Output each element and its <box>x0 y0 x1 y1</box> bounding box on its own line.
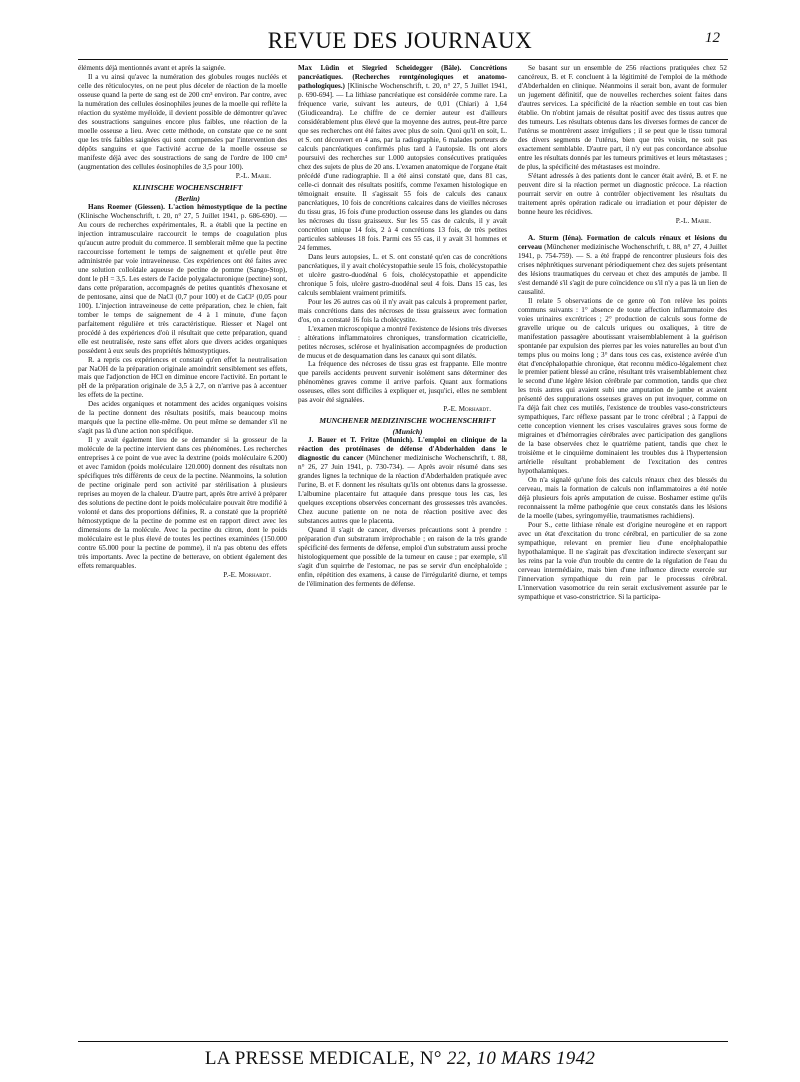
paragraph: Il y avait également lieu de se demander si la grosseur de la molécule de la pectine intervient dans ces phénomènes. Les recherches entreprises à ce point de vue avec la dextrine (poids moléculaire 6.200) et avec l'amidon (poids moléculaire 120.000) donnent des résultats non spécifiques très différents de ceux de la pectine. Néanmoins, la solution de pectine originale perd son activité par stérilisation à plusieurs reprises au moyen de la chaleur. D'autre part, après être arrivé à préparer des solutions de pectine dont le poids moléculaire pouvait être modifié à volonté et dans des proportions définies, R. a constaté que la propriété hémostyptique de la pectine de pomme est en rapport direct avec les dimensions de la molécule. Avec la pectine du citron, dont le poids moléculaire est le plus élevé de toutes les pectines examinées (150.000 contre 65.000 pour la pectine de pomme), il n'a pas obtenu des effets très importants. Avec la pectine de betterave, on obtient également des effets remarquables. <box>78 436 287 571</box>
paragraph: Dans leurs autopsies, L. et S. ont constaté qu'en cas de concrétions pancréatiques, il y avait cholécystopathie seule 15 fois, cholécystopathie et ulcère gastro-duodénal 6 fois, cholécystopathie et appendicite chronique 5 fois, ulcère gastro-duodénal seul 4 fois. Dans 15 cas, les calculs semblaient vraiment primitifs. <box>298 252 507 297</box>
author-signature: P.-L. Marie. <box>235 171 271 180</box>
author-signature: P.-L. Marie. <box>675 216 711 225</box>
page-header <box>0 0 800 58</box>
entry-heading: A. Sturm (Iéna). Formation de calculs rénaux et lésions du cerveau <box>518 233 727 251</box>
paragraph: Pour S., cette lithiase rénale est d'origine neurogène et en rapport avec un état d'excitation du tronc cérébral, en particulier de sa zone sympathique, relevant en premier lieu d'une encéphalopathie hypothalamique. Il ne s'agirait pas d'excitation indirecte s'exerçant sur les reins par la voie d'un trouble du centre de la régulation de l'eau du cerveau intermédiaire, mais bien d'une influence directe exercée sur l'innervation sympathique du rein par le processus cérébral. L'innervation vasomotrice du rein serait exclusivement assurée par le sympathique et vaso-constrictrice. Si la participa- <box>518 521 727 602</box>
paragraph: éléments déjà mentionnés avant et après la saignée. <box>78 64 226 72</box>
footer-issue: 22, 10 MARS 1942 <box>446 1048 596 1069</box>
paragraph: Il relate 5 observations de ce genre où l'on relève les points communs suivants : 1° absence de toute affection inflammatoire des voies urinaires excrétrices ; 2° production de calculs sous forme de gravelle urique ou de calculs uriques ou oxaliques, à titre de manifestation passagère aboutissant vraisemblablement à la guérison spontanée par expulsion des pierres par les voies naturelles au bout d'un temps plus ou moins long ; 3° dans tous ces cas, existence avérée d'un état d'encéphalopathie chronique, état reconnu médico-légalement chez le premier patient blessé au crâne, résultant très vraisemblablement chez le second d'une légère lésion cérébrale par commotion, tandis que chez les trois autres qui avaient subi une amputation de jambe et avaient présenté des suppurations osseuses graves on put invoquer, comme on l'a déjà fait chez ces mutilés, l'existence de troubles vaso-constricteurs sympathiques, l'arc réflexe passant par le tronc cérébral ; à l'appui de cette conception viennent les crises vasculaires graves sous forme de migraines et d'hémorragies cérébrales avec participation des ganglions de la base observées chez le quatrième patient, tandis que chez le troisième et le cinquième dominaient les troubles dus à l'hypertension artérielle résultant probablement de l'excitation des centres hypothalamiques. <box>518 296 727 476</box>
review-entry <box>298 436 507 526</box>
column-3 <box>518 64 727 1039</box>
paragraph: Des acides organiques et notamment des acides organiques voisins de la pectine donnent des résultats positifs, mais beaucoup moins marqués que la pectine elle-même. On peut même se demander s'il ne s'agit pas là d'une action non spécifique. <box>78 400 287 436</box>
entry-body: (Klinische Wochenschrift, t. 20, n° 27, 5 Juillet 1941, p. 686-690). — Au cours de recherches expérimentales, R. a établi que la pectine en injection intramusculaire raccourcit le temps de coagulation plus qu'aucun autre produit du commerce. Il semblerait même que la pectine raccourcisse fortement le temps de saignement et qu'elle peut être administrée par voie intraveineuse. Ces expériences ont été faites avec une solution colloïdale aqueuse de pectine de pomme (Sango-Stop), dont le pH = 3,5. Les esters de l'acide polygalacturonique (pectine) sont, dans cette préparation, accompagnés de petites quantités d'hexosane et de pentosane, ainsi que de NaCl (0,7 pour 100) et de CaCl² (0,05 pour 100). L'injection intraveineuse de cette préparation, chez le chien, fait tomber le temps de saignement de 4 à 1 minute, d'une façon parfaitement régulière et très caractéristique. Riesser et Nagel ont procédé à des expériences d'où il résultait que cette préparation, quand elle est neutralisée, reste sans effet alors que divers acides organiques possèdent à eux seuls des propriétés hémostyptiques. <box>78 211 287 355</box>
article-columns <box>78 64 728 1039</box>
entry-body: (Münchener medizinische Wochenschrift, t. 88, n° 27, 4 Juillet 1941, p. 754-759). — S. a été frappé de rencontrer plusieurs fois des crises néphrétiques survenant périodiquement chez des sujets présentant des lésions traumatiques du cerveau et chez des amputés de jambe. Il s'est demandé s'il s'agit de pure coïncidence ou s'il n'y a pas là un lien de causalité. <box>518 242 727 296</box>
footer-rule <box>78 1041 728 1042</box>
entry-heading: J. Bauer et T. Fritze (Munich). L'emploi en clinique de la réaction des protéinases de défense d'Abderhalden dans le diagnostic du cancer <box>298 436 507 463</box>
author-signature: P.-E. Morhardt. <box>223 571 271 580</box>
column-2 <box>298 64 507 1039</box>
page-number: 12 <box>705 30 720 46</box>
paragraph: R. a repris ces expériences et constaté qu'en effet la neutralisation par NaOH de la préparation originale amoindrit sensiblement ses effets, mais que l'adjonction de HCl en diminue encore l'activité. En portant le pH de la préparation originale de 3,5 à 2,7, on n'arrive pas à accentuer les effets de la pectine. <box>78 355 287 400</box>
section-title: KLINISCHE WOCHENSCHRIFT <box>132 182 243 192</box>
entry-body: (Münchener medizinische Wochenschrift, t. 88, n° 26, 27 Juin 1941, p. 730-734). — Après avoir résumé dans ses grandes lignes la technique de la réaction d'Abderhalden pratiquée avec l'urine, B. et F. donnent les résultats qu'ils ont obtenus dans la grossesse. L'albumine placentaire fut attaquée dans presque tous les cas, les quelques exceptions observées concernant des grossesses très avancées. Chez aucune patiente on ne nota de réaction positive avec des substances autres que le placenta. <box>298 454 507 526</box>
paragraph: L'examen microscopique a montré l'existence de lésions très diverses : altérations inflammatoires chroniques, transformation cicatricielle, petites nécroses, sclérose et hyalinisation accompagnées de production de mucus et de desquamation dans les canaux qui sont dilatés. <box>298 324 507 360</box>
entry-body: [Klinische Wochenschrift, t. 20, n° 27, 5 Juillet 1941, p. 690-694]. — La lithiase pancréatique est considérée comme rare. La fréquence varie, suivant les auteurs, de 0,01 (Chiari) à 1,64 (Giudiceandra). Le chiffre de ce dernier auteur est d'ailleurs considérablement plus élevé que la moyenne des autres, peut-être parce que ses recherches ont été faites avec plus de soin. Quoi qu'il en soit, L. et S. ont découvert en 4 ans, par la radiographie, 6 malades porteurs de calculs pancréatiques confirmés plus tard à l'autopsie. Ils ont alors poursuivi des recherches sur 1.000 autopsies consécutives pratiquées chez des sujets de plus de 20 ans. L'examen anatomique de l'organe était précédé d'une radiographie. Il a été ainsi constaté que, dans 81 cas, celle-ci donnait des résultats positifs, comme l'examen histologique en témoignait ensuite. Il s'agissait 55 fois de calculs des canaux pancréatiques, 10 fois de concrétions calcaires dans de vieilles nécroses du tissu gras, 16 fois d'une production osseuse dans les glandes ou dans les nécroses du tissu graisseux. Sur les 55 cas de calculs, il y avait concrétion unique 14 fois, 2 à 4 concrétions 13 fois, de très petites particules sableuses 18 fois. Parmi ces 55 cas, il y avait 31 hommes et 24 femmes. <box>298 81 507 252</box>
review-entry <box>298 64 507 253</box>
paragraph: S'étant adressés à des patients dont le cancer était avéré, B. et F. ne peuvent dire si la réaction permet un diagnostic précoce. La réaction pourrait servir en outre à contrôler objectivement les résultats du traitement après opération radicale ou irradiation et pour dépister de bonne heure les récidives. <box>518 171 727 216</box>
paragraph: Quand il s'agit de cancer, diverses précautions sont à prendre : préparation d'un substratum irréprochable ; en raison de la très grande spécificité des ferments de défense, emploi d'un substratum aussi proche histologiquement que possible de la tumeur en cause ; par exemple, s'il s'agit d'un squirrhe de l'estomac, ne pas se servir d'un encéphaloïde ; enfin, répétition des examens, à cause de l'irrégularité diurne, et temps de l'élimination des ferments de défense. <box>298 526 507 589</box>
page-footer <box>0 1048 800 1070</box>
author-signature: P.-E. Morhardt. <box>443 405 491 414</box>
paragraph: On n'a signalé qu'une fois des calculs rénaux chez des blessés du cerveau, mais la formation de calculs non inflammatoires a été notée déjà plusieurs fois après amputation de cuisse. Boshamer estime qu'ils reconnaissent la même pathogénie que ceux constatés dans les lésions de la moelle (tabes, syringomyélie, traumatismes rachidiens). <box>518 476 727 521</box>
entry-heading: Hans Roemer (Giessen). L'action hémostyptique de la pectine <box>88 202 287 211</box>
section-city: (Munich) <box>392 427 423 437</box>
section-title: MUNCHENER MEDIZINISCHE WOCHENSCHRIFT <box>319 416 496 426</box>
paragraph: La fréquence des nécroses de tissu gras est frappante. Elle montre que pareils accidents peuvent survenir isolément sans déterminer des phénomènes graves comme il arrive parfois. Quant aux formations osseuses, elles sont difficiles à expliquer et, jusqu'ici, elles ne semblent pas avoir été signalées. <box>298 360 507 405</box>
column-1 <box>78 64 287 1039</box>
header-rule <box>78 59 728 60</box>
footer-journal: LA PRESSE MEDICALE, N° <box>204 1048 442 1069</box>
paragraph: Il a vu ainsi qu'avec la numération des globules rouges nucléés et celle des réticulocytes, on ne peut plus déceler de réaction de la moelle osseuse quand la perte de sang est de 200 cm³ environ. Par contre, avec la numération des cellules éosinophiles jeunes de la moelle qui reflète la réaction du système myéloïde, il devient possible de démontrer qu'avec des soustractions sanguines encore plus faibles, une réaction de la moelle osseuse a lieu. Avec cette méthode, on constate que ce ne sont que les très faibles saignées qui sont compensées par l'intervention des dépôts sanguins et que l'activité accrue de la moelle osseuse se manifeste déjà avec des soustractions de sang de l'ordre de 100 cm³ (augmentation des cellules éosinophiles de 3,5 pour 100). <box>78 72 287 171</box>
entry-heading: Max Lüdin et Siegried Scheidegger (Bâle). Concrétions pancréatiques. (Recherches rœntgénologiques et anatomo-pathologiques.) <box>298 64 507 90</box>
running-title: REVUE DES JOURNAUX <box>267 28 533 53</box>
section-city: (Berlin) <box>175 193 200 203</box>
review-entry <box>518 234 727 297</box>
paragraph: Se basant sur un ensemble de 256 réactions pratiquées chez 52 cancéreux, B. et F. concluent à la légitimité de l'emploi de la méthode d'Abderhalden en clinique. Néanmoins il serait bon, avant de formuler un jugement définitif, que de nouvelles recherches soient faites dans d'autres services. La spécificité de la réaction semble en tout cas bien établie. On n'obtint jamais de résultat positif avec des tissus autres que des tumeurs. Les résultats obtenus dans les diverses formes de cancer de l'utérus se montrèrent assez irréguliers ; il se peut que le tissu tumoral des divers segments de l'utérus, bien que très voisin, ne soit pas exactement semblable. D'autre part, il n'y eut pas concordance absolue entre les résultats donnés par les tumeurs primitives et leurs métastases ; de plus, la spécificité des métastases est moindre. <box>518 64 727 171</box>
review-entry <box>78 203 287 356</box>
paragraph: Pour les 26 autres cas où il n'y avait pas calculs à proprement parler, mais concrétions dans des nécroses de tissu graisseux avec formation d'os, on a constaté 16 fois la cholécystite. <box>298 297 507 324</box>
